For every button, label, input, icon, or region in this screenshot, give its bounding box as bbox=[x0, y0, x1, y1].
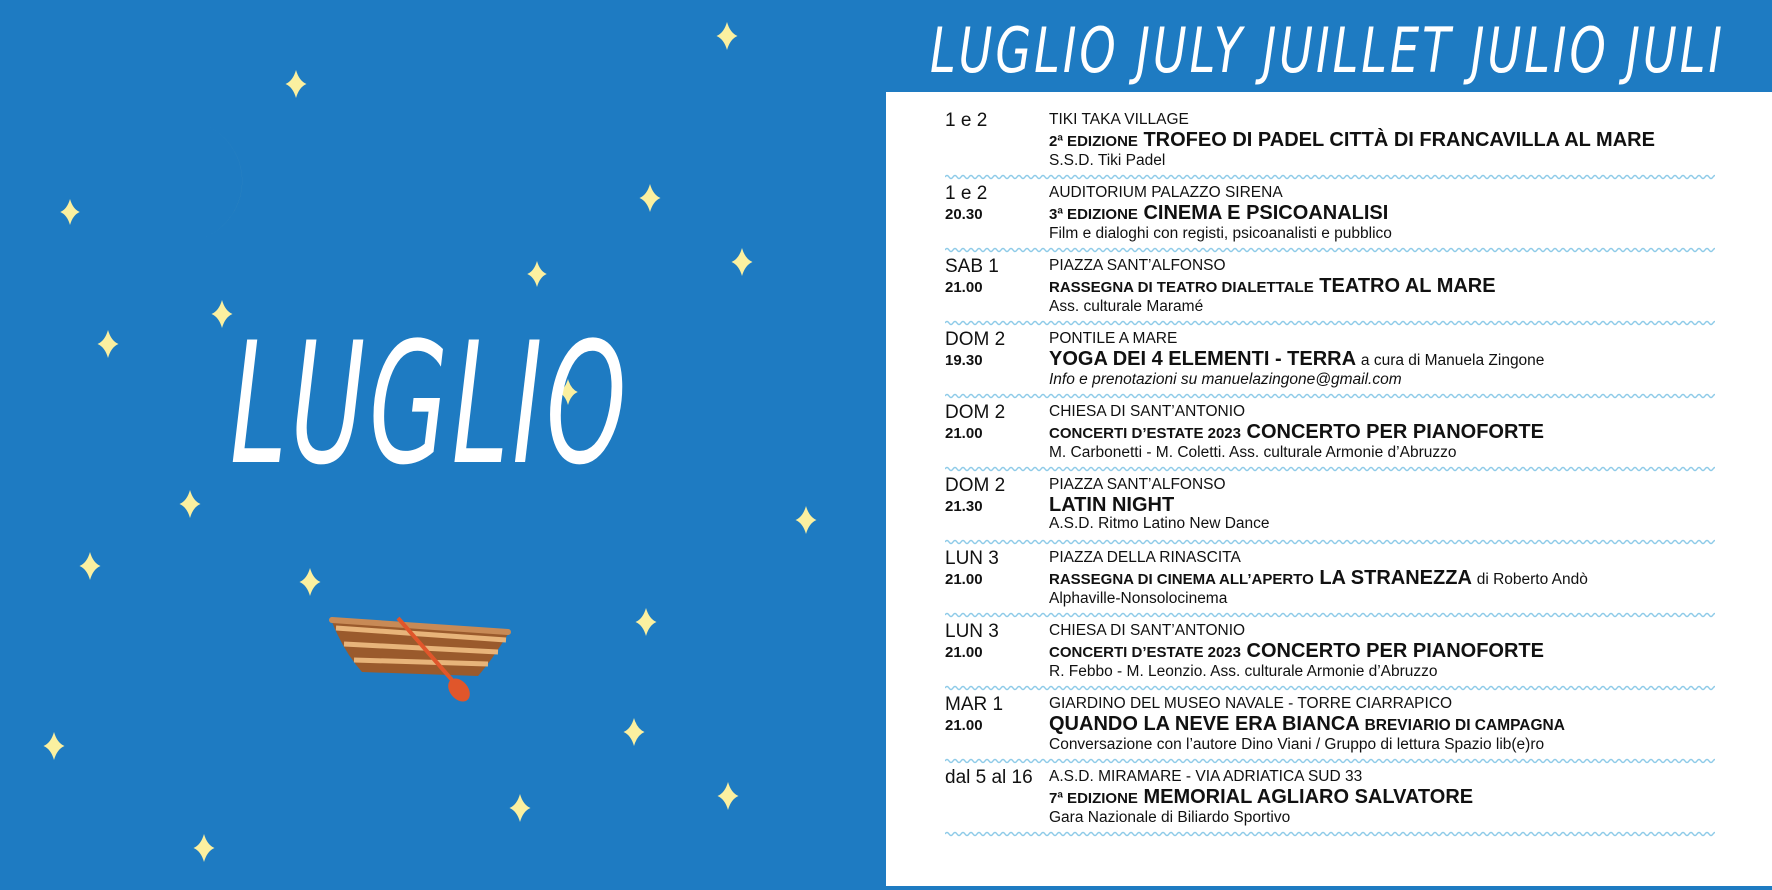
cover-illustration bbox=[0, 0, 886, 886]
event-venue: GIARDINO DEL MUSEO NAVALE - TORRE CIARRAPICO bbox=[1049, 695, 1453, 712]
event-title-credit: a cura di Manuela Zingone bbox=[1360, 352, 1545, 369]
event-body bbox=[1049, 475, 1719, 533]
event-detail: M. Carbonetti - M. Coletti. Ass. culturale Armonie d’Abruzzo bbox=[1049, 444, 1457, 461]
event-time: 21.00 bbox=[945, 279, 983, 296]
event-title-line bbox=[1049, 641, 1719, 663]
event-when bbox=[945, 621, 1045, 663]
event-divider bbox=[945, 393, 1715, 399]
event-venue: CHIESA DI SANT’ANTONIO bbox=[1049, 622, 1246, 639]
boat-icon bbox=[332, 618, 508, 706]
event-date: SAB 1 bbox=[945, 256, 999, 277]
event-title: CINEMA E PSICOANALISI bbox=[1143, 202, 1389, 224]
event-venue: TIKI TAKA VILLAGE bbox=[1049, 111, 1189, 128]
event-date: 1 e 2 bbox=[945, 110, 988, 131]
event-title-line bbox=[1049, 276, 1719, 298]
event-venue: PIAZZA DELLA RINASCITA bbox=[1049, 549, 1241, 566]
event-edition: RASSEGNA DI CINEMA ALL’APERTO bbox=[1049, 571, 1314, 588]
event-title: CONCERTO PER PIANOFORTE bbox=[1246, 421, 1544, 443]
event-when bbox=[945, 402, 1045, 444]
star-icon bbox=[286, 70, 307, 98]
event-venue: AUDITORIUM PALAZZO SIRENA bbox=[1049, 184, 1283, 201]
event-body bbox=[1049, 256, 1719, 316]
event-row bbox=[945, 110, 1715, 180]
event-date: DOM 2 bbox=[945, 475, 1006, 496]
star-icon bbox=[624, 718, 645, 746]
event-venue: PIAZZA SANT’ALFONSO bbox=[1049, 257, 1226, 274]
event-body bbox=[1049, 621, 1719, 681]
event-detail: Alphaville-Nonsolocinema bbox=[1049, 590, 1228, 607]
event-row bbox=[945, 329, 1715, 399]
event-edition: CONCERTI D’ESTATE 2023 bbox=[1049, 425, 1241, 442]
star-icon bbox=[44, 732, 65, 760]
event-date: DOM 2 bbox=[945, 329, 1006, 350]
star-icon bbox=[180, 490, 201, 518]
star-icon bbox=[527, 261, 547, 287]
event-body bbox=[1049, 694, 1719, 754]
event-date: dal 5 al 16 bbox=[945, 767, 1033, 788]
event-title-line bbox=[1049, 203, 1719, 225]
event-when bbox=[945, 110, 1045, 132]
event-title-line bbox=[1049, 130, 1719, 152]
event-title: TROFEO DI PADEL CITTÀ DI FRANCAVILLA AL MARE bbox=[1143, 129, 1655, 151]
event-time: 21.00 bbox=[945, 644, 983, 661]
event-divider bbox=[945, 466, 1715, 472]
event-detail: R. Febbo - M. Leonzio. Ass. culturale Armonie d’Abruzzo bbox=[1049, 663, 1438, 680]
event-body bbox=[1049, 329, 1719, 389]
event-title-line bbox=[1049, 422, 1719, 444]
event-title: MEMORIAL AGLIARO SALVATORE bbox=[1143, 786, 1474, 808]
event-title-credit: di Roberto Andò bbox=[1476, 571, 1588, 588]
event-time: 21.00 bbox=[945, 425, 983, 442]
event-date: DOM 2 bbox=[945, 402, 1006, 423]
event-edition: RASSEGNA DI TEATRO DIALETTALE bbox=[1049, 279, 1314, 296]
event-detail: Gara Nazionale di Biliardo Sportivo bbox=[1049, 809, 1291, 826]
event-detail: Ass. culturale Maramé bbox=[1049, 298, 1204, 315]
event-row bbox=[945, 183, 1715, 253]
event-venue: CHIESA DI SANT’ANTONIO bbox=[1049, 403, 1246, 420]
event-body bbox=[1049, 402, 1719, 462]
event-venue: A.S.D. MIRAMARE - VIA ADRIATICA SUD 33 bbox=[1049, 768, 1363, 785]
event-divider bbox=[945, 174, 1715, 180]
event-time: 19.30 bbox=[945, 352, 983, 369]
event-time: 21.30 bbox=[945, 498, 983, 515]
event-detail: Info e prenotazioni su manuelazingone@gmail.com bbox=[1049, 371, 1402, 388]
star-icon bbox=[796, 506, 817, 534]
event-title-line bbox=[1049, 714, 1719, 736]
event-date: LUN 3 bbox=[945, 548, 999, 569]
event-row bbox=[945, 475, 1715, 545]
event-title: CONCERTO PER PIANOFORTE bbox=[1246, 640, 1544, 662]
event-edition: 2ª EDIZIONE bbox=[1049, 133, 1138, 150]
event-body bbox=[1049, 110, 1719, 170]
event-venue: PONTILE A MARE bbox=[1049, 330, 1178, 347]
event-title-line bbox=[1049, 787, 1719, 809]
event-title-line bbox=[1049, 495, 1719, 515]
event-title: LATIN NIGHT bbox=[1049, 494, 1175, 516]
event-row bbox=[945, 256, 1715, 326]
event-when bbox=[945, 475, 1045, 517]
star-icon bbox=[300, 568, 321, 596]
event-venue: PIAZZA SANT’ALFONSO bbox=[1049, 476, 1226, 493]
event-divider bbox=[945, 685, 1715, 691]
event-detail: Film e dialoghi con registi, psicoanalisti e pubblico bbox=[1049, 225, 1392, 242]
event-detail: S.S.D. Tiki Padel bbox=[1049, 152, 1166, 169]
event-row bbox=[945, 548, 1715, 618]
cover-title: LUGLIO bbox=[230, 306, 630, 502]
star-icon bbox=[718, 782, 739, 810]
event-title-line bbox=[1049, 568, 1719, 590]
event-title-subtitle: BREVIARIO DI CAMPAGNA bbox=[1364, 717, 1565, 734]
event-edition: 3ª EDIZIONE bbox=[1049, 206, 1138, 223]
event-time: 21.00 bbox=[945, 571, 983, 588]
event-when bbox=[945, 256, 1045, 298]
event-edition: 7ª EDIZIONE bbox=[1049, 790, 1138, 807]
event-time: 21.00 bbox=[945, 717, 983, 734]
event-divider bbox=[945, 831, 1715, 837]
event-divider bbox=[945, 612, 1715, 618]
event-body bbox=[1049, 183, 1719, 243]
star-icon bbox=[732, 248, 753, 276]
star-icon bbox=[60, 199, 80, 225]
star-icon bbox=[80, 552, 101, 580]
event-row bbox=[945, 621, 1715, 691]
star-icon bbox=[510, 794, 531, 822]
event-title: QUANDO LA NEVE ERA BIANCA bbox=[1049, 713, 1360, 735]
event-date: 1 e 2 bbox=[945, 183, 988, 204]
event-when bbox=[945, 767, 1045, 789]
svg-text:LUGLIO JULY JUILLET JULIO JULI: LUGLIO JULY JUILLET JULIO JULI bbox=[930, 14, 1725, 87]
star-icon bbox=[194, 834, 215, 862]
star-icon bbox=[717, 22, 738, 50]
event-when bbox=[945, 183, 1045, 225]
months-banner-title bbox=[930, 8, 1730, 88]
event-when bbox=[945, 548, 1045, 590]
event-divider bbox=[945, 247, 1715, 253]
event-detail: Conversazione con l’autore Dino Viani / Gruppo di lettura Spazio lib(e)ro bbox=[1049, 736, 1545, 753]
star-icon bbox=[98, 330, 119, 358]
cover-panel bbox=[0, 0, 886, 886]
event-date: LUN 3 bbox=[945, 621, 999, 642]
event-title: LA STRANEZZA bbox=[1319, 567, 1472, 589]
event-divider bbox=[945, 758, 1715, 764]
moon-icon bbox=[165, 122, 242, 242]
event-title: TEATRO AL MARE bbox=[1319, 275, 1496, 297]
event-body bbox=[1049, 767, 1719, 827]
event-divider bbox=[945, 320, 1715, 326]
event-row bbox=[945, 402, 1715, 472]
event-row bbox=[945, 694, 1715, 764]
event-divider bbox=[945, 539, 1715, 545]
event-edition: CONCERTI D’ESTATE 2023 bbox=[1049, 644, 1241, 661]
event-time: 20.30 bbox=[945, 206, 983, 223]
event-title: YOGA DEI 4 ELEMENTI - TERRA bbox=[1049, 348, 1356, 370]
star-icon bbox=[640, 184, 661, 212]
star-icon bbox=[636, 608, 657, 636]
event-when bbox=[945, 694, 1045, 736]
event-body bbox=[1049, 548, 1719, 608]
event-date: MAR 1 bbox=[945, 694, 1004, 715]
event-detail: A.S.D. Ritmo Latino New Dance bbox=[1049, 515, 1270, 532]
event-when bbox=[945, 329, 1045, 371]
event-title-line bbox=[1049, 349, 1719, 371]
event-row bbox=[945, 767, 1715, 837]
